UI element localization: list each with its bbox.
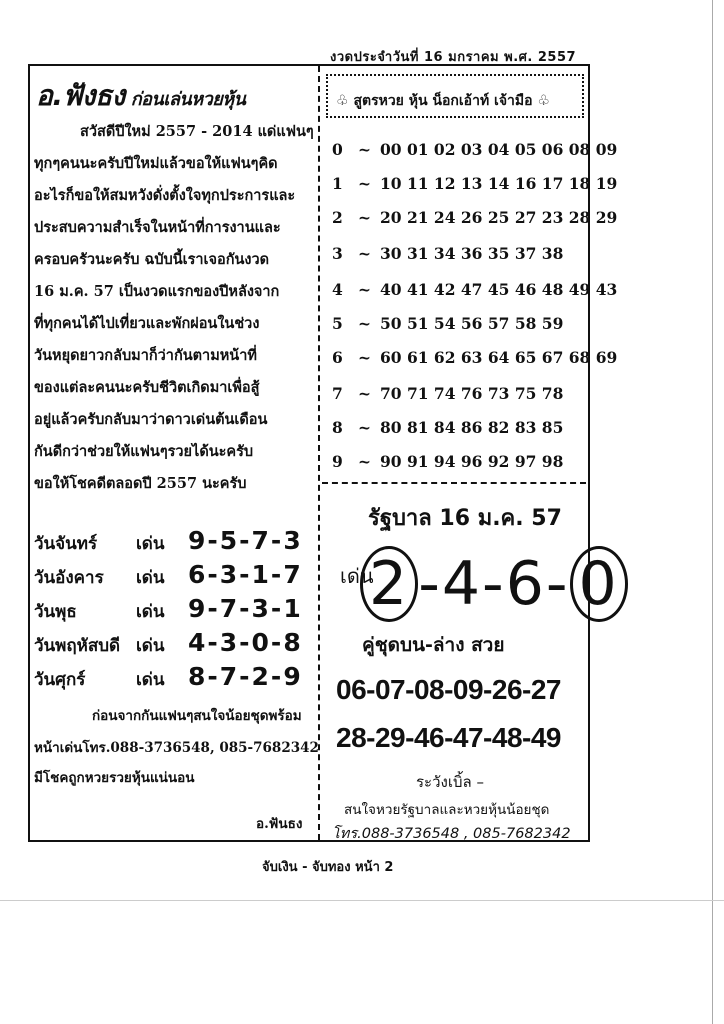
day-numbers: 6-3-1-7 [188, 560, 303, 589]
day-row-tuesday [34, 560, 303, 591]
footer-line: หน้าเด่นโทร.088-3736548, 085-7682342 [34, 740, 319, 756]
day-numbers: 9-5-7-3 [188, 526, 303, 555]
formula-sep: ~ [358, 452, 371, 471]
day-label: วันพุธ [34, 602, 77, 622]
formula-row-4 [332, 280, 618, 299]
lead-digit-circled: 2 [360, 546, 418, 622]
paragraph-line: ทุกๆคนนะครับปีใหม่แล้วขอให้แฟนๆคิด [34, 155, 278, 172]
day-label: วันจันทร์ [34, 534, 98, 554]
paragraph-line: ที่ทุกคนได้ไปเที่ยวและพักผ่อนในช่วง [34, 315, 260, 332]
formula-numbers: 60 61 62 63 64 65 67 68 69 [380, 348, 618, 367]
formula-title [336, 90, 550, 112]
formula-sep: ~ [358, 384, 371, 403]
scan-edge [712, 0, 713, 1024]
pairs-line-2: 28-29-46-47-48-49 [336, 722, 561, 753]
formula-digit: 1 [332, 174, 343, 193]
formula-sep: ~ [358, 244, 371, 263]
page-footer: จับเงิน - จับทอง หน้า 2 [262, 860, 394, 875]
pairs-title: คู่ชุดบน-ล่าง สวย [362, 634, 505, 656]
paragraph-line: ครอบครัวนะครับ ฉบับนี้เราเจอกันงวด [34, 251, 270, 268]
author-name: อ.ฟังธง [36, 79, 125, 112]
day-label: วันศุกร์ [34, 670, 86, 690]
lead-digit-circled: 0 [570, 546, 628, 622]
formula-sep: ~ [358, 418, 371, 437]
formula-row-0 [332, 140, 618, 159]
footer-line: ก่อนจากกันแฟนๆสนใจน้อยชุดพร้อม [92, 708, 302, 724]
formula-sep: ~ [358, 280, 371, 299]
formula-numbers: 90 91 94 96 92 97 98 [380, 452, 564, 471]
scan-bottom-edge [0, 900, 724, 901]
day-numbers: 9-7-3-1 [188, 594, 303, 623]
day-numbers: 8-7-2-9 [188, 662, 303, 691]
formula-digit: 4 [332, 280, 343, 299]
issue-date-line: งวดประจำวันที่ 16 มกราคม พ.ศ. 2557 [330, 50, 577, 65]
paragraph-line: วันหยุดยาวกลับมาก็ว่ากันตามหน้าที่ [34, 347, 257, 364]
contact-note: สนใจหวยรัฐบาลและหวยหุ้นน้อยชุด [344, 802, 550, 818]
play-label: เด่น [136, 568, 165, 588]
beware-double: ระวังเบิ้ล – [416, 773, 484, 791]
paragraph-line: อยู่แล้วครับกลับมาว่าดาวเด่นต้นเดือน [34, 411, 268, 428]
formula-numbers: 80 81 84 86 82 83 85 [380, 418, 564, 437]
formula-digit: 9 [332, 452, 343, 471]
formula-row-2 [332, 208, 618, 227]
formula-numbers: 20 21 24 26 25 27 23 28 29 [380, 208, 618, 227]
paragraph-line: ขอให้โชคดีตลอดปี 2557 นะครับ [34, 475, 247, 492]
play-label: เด่น [136, 636, 165, 656]
footer-line: มีโชคถูกหวยรวยหุ้นแน่นอน [34, 770, 195, 786]
formula-digit: 2 [332, 208, 343, 227]
formula-sep: ~ [358, 348, 371, 367]
paragraph-line: ของแต่ละคนนะครับชีวิตเกิดมาเพื่อสู้ [34, 379, 260, 396]
author-signature: อ.ฟันธง [256, 816, 303, 832]
formula-row-8 [332, 418, 584, 437]
paragraph-line: สวัสดีปีใหม่ 2557 - 2014 แด่แฟนๆ [80, 123, 314, 140]
paragraph-line: กันดีกว่าช่วยให้แฟนๆรวยได้นะครับ [34, 443, 254, 460]
day-row-thursday [34, 628, 303, 659]
column-divider [318, 66, 320, 840]
paragraph-line: อะไรก็ขอให้สมหวังดั่งตั้งใจทุกประการและ [34, 187, 296, 204]
lead-play-label: เด่น [340, 564, 374, 588]
formula-numbers: 70 71 74 76 73 75 78 [380, 384, 564, 403]
day-row-friday [34, 662, 303, 693]
government-draw-title: รัฐบาล 16 ม.ค. 57 [368, 506, 562, 531]
formula-row-1 [332, 174, 618, 193]
play-label: เด่น [136, 670, 165, 690]
lead-digit: 4 [441, 549, 483, 619]
formula-numbers: 40 41 42 47 45 46 48 49 43 [380, 280, 618, 299]
formula-sep: ~ [358, 208, 371, 227]
formula-sep: ~ [358, 174, 371, 193]
formula-bottom-dashes [322, 482, 586, 484]
clover-icon: ♧ [532, 93, 550, 109]
formula-numbers: 00 01 02 03 04 05 06 08 09 [380, 140, 618, 159]
dash: - [418, 549, 442, 619]
day-row-wednesday [34, 594, 303, 625]
day-row-monday [34, 526, 303, 557]
formula-digit: 5 [332, 314, 343, 333]
formula-row-9 [332, 452, 584, 471]
formula-row-7 [332, 384, 584, 403]
formula-row-5 [332, 314, 584, 333]
dash: - [545, 549, 570, 619]
lead-digit: 6 [505, 549, 546, 619]
formula-numbers: 30 31 34 36 35 37 38 [380, 244, 564, 263]
play-label: เด่น [136, 602, 165, 622]
formula-row-3 [332, 244, 584, 263]
paragraph-line: 16 ม.ค. 57 เป็นงวดแรกของปีหลังจาก [34, 283, 280, 300]
column-subtitle: ก่อนเล่นหวยหุ้น [130, 89, 246, 110]
formula-sep: ~ [358, 314, 371, 333]
formula-numbers: 10 11 12 13 14 16 17 18 19 [380, 174, 618, 193]
formula-digit: 6 [332, 348, 343, 367]
formula-row-6 [332, 348, 618, 367]
dash: - [482, 549, 506, 619]
play-label: เด่น [136, 534, 165, 554]
day-numbers: 4-3-0-8 [188, 628, 303, 657]
formula-numbers: 50 51 54 56 57 58 59 [380, 314, 564, 333]
intro-paragraph [34, 116, 318, 500]
column-title [36, 74, 245, 118]
clover-icon: ♧ [336, 93, 354, 109]
day-label: วันพฤหัสบดี [34, 636, 121, 656]
lead-digits [360, 546, 628, 622]
paragraph-line: ประสบความสำเร็จในหน้าที่การงานและ [34, 219, 281, 236]
formula-digit: 3 [332, 244, 343, 263]
formula-digit: 8 [332, 418, 343, 437]
formula-title-text: สูตรหวย หุ้น น็อกเอ้าท์ เจ้ามือ [353, 93, 533, 109]
formula-digit: 7 [332, 384, 343, 403]
formula-sep: ~ [358, 140, 371, 159]
formula-digit: 0 [332, 140, 343, 159]
contact-phone: โทร.088-3736548 , 085-7682342 [332, 826, 571, 842]
day-label: วันอังคาร [34, 568, 104, 588]
pairs-line-1: 06-07-08-09-26-27 [336, 674, 561, 705]
